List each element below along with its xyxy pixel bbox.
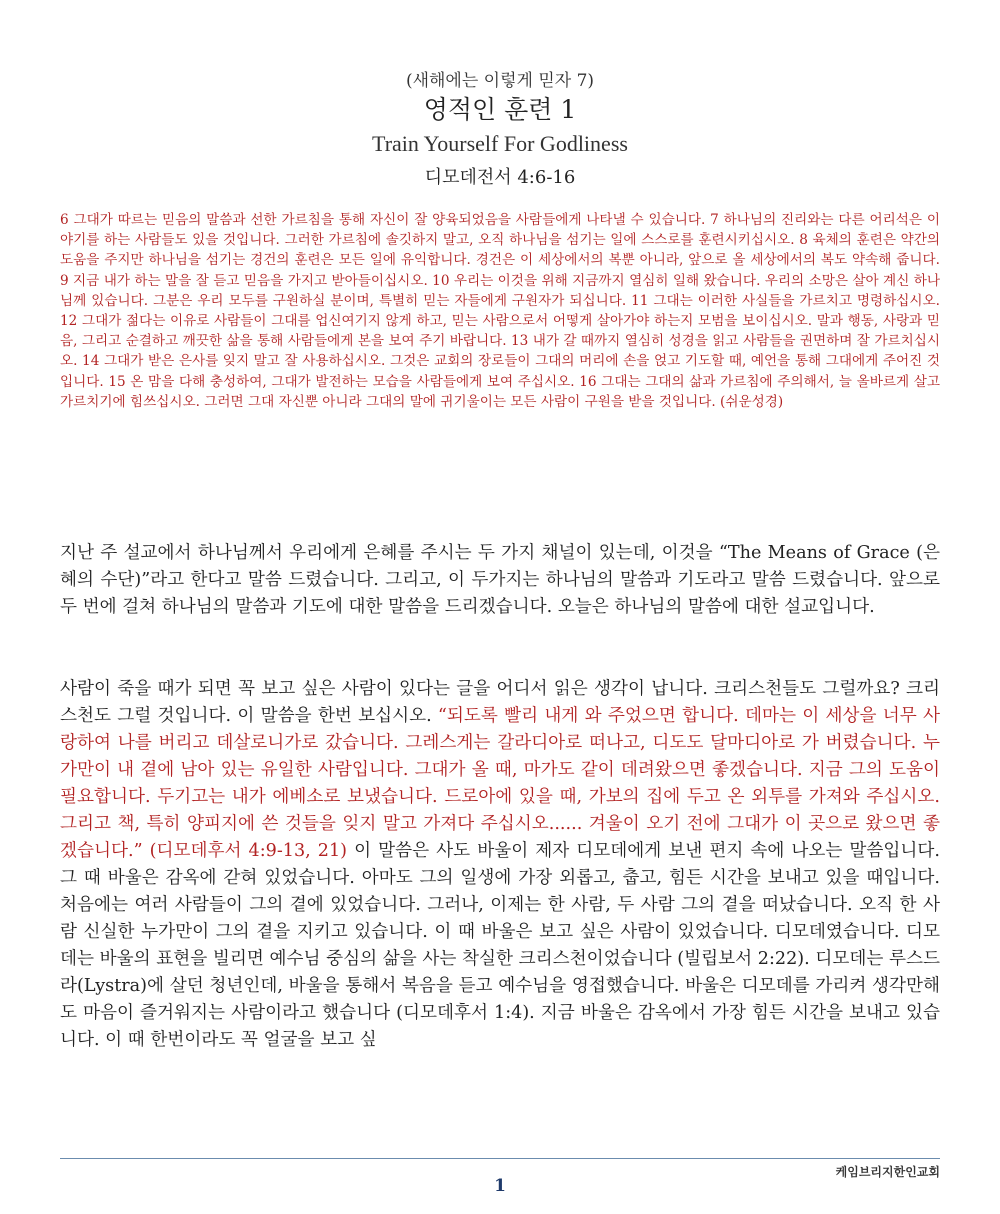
series-label: (새해에는 이렇게 믿자 7)	[405, 71, 595, 91]
paragraph-2-rest: 이 말씀은 사도 바울이 제자 디모데에게 보낸 편지 속에 나오는 말씀입니다. 그 때 바울은 감옥에 갇혀 있었습니다. 아마도 그의 일생에 가장 외롭고, 춥고, 힘든 시간을 보내고 있을 때입니다. 처음에는 여러 사람들이 그의 곁에 있었습니다. 그러나, 이제는 한 사람, 두 사람 그의 곁을 떠났습니다. 오직 한 사람 신실한 누가만이 그의 곁을 지키고 있습니다. 이 때 바울은 보고 싶은 사람이 있었습니다. 디모데였습니다. 디모데는 바울의 표현을 빌리면 예수님 중심의 삶을 사는 착실한 크리스천이었습니다 (빌립보서 2:22). 디모데는 루스드라(Lystra)에 살던 청년인데, 바울을 통해서 복음을 듣고 예수님을 영접했습니다. 바울은 디모데를 가리켜 생각만해도 마음이 즐거워지는 사람이라고 했습니다 (디모데후서 1:4). 지금 바울은 감옥에서 가장 힘든 시간을 보내고 있습니다. 이 때 한번이라도 꼭 얼굴을 보고 싶	[60, 841, 940, 1050]
church-name: 케임브리지한인교회	[835, 1165, 940, 1179]
scripture-reference: 디모데전서 4:6-16	[424, 167, 576, 188]
page-title: 영적인 훈련 1	[423, 95, 577, 124]
paragraph-2-intro: 사람이 죽을 때가 되면 꼭 보고 싶은 사람이 있다는 글을 어디서 읽은 생각이 납니다. 크리스천들도 그럴까요? 크리스천도 그럴 것입니다. 이 말씀을 한번 보십시오.	[60, 679, 940, 726]
footer-divider	[60, 1158, 940, 1159]
sermon-header	[0, 66, 1000, 191]
body-paragraph-1: 지난 주 설교에서 하나님께서 우리에게 은혜를 주시는 두 가지 채널이 있는데, 이것을 “The Means of Grace (은혜의 수단)”라고 한다고 말씀 드렸습니다. 그리고, 이 두가지는 하나님의 말씀과 기도라고 말씀 드렸습니다. 앞으로 두 번에 걸쳐 하나님의 말씀과 기도에 대한 말씀을 드리겠습니다. 오늘은 하나님의 말씀에 대한 설교입니다.	[60, 543, 940, 617]
english-subtitle: Train Yourself For Godliness	[372, 131, 628, 156]
page-number: 1	[494, 1176, 506, 1196]
body-paragraph-2	[60, 676, 940, 1054]
quoted-scripture: “되도록 빨리 내게 와 주었으면 합니다. 데마는 이 세상을 너무 사랑하여 나를 버리고 데살로니가로 갔습니다. 그레스게는 갈라디아로 떠나고, 디도도 달마디아로 가 버렸습니다. 누가만이 내 곁에 남아 있는 유일한 사람입니다. 그대가 올 때, 마가도 같이 데려왔으면 좋겠습니다. 지금 그의 도움이 필요합니다. 두기고는 내가 에베소로 보냈습니다. 드로아에 있을 때, 가보의 집에 두고 온 외투를 가져와 주십시오. 그리고 책, 특히 양피지에 쓴 것들을 잊지 말고 가져다 주십시오...... 겨울이 오기 전에 그대가 이 곳으로 왔으면 좋겠습니다.” (디모데후서 4:9-13, 21)	[60, 706, 940, 861]
scripture-passage: 6 그대가 따르는 믿음의 말씀과 선한 가르침을 통해 자신이 잘 양육되었음을 사람들에게 나타낼 수 있습니다. 7 하나님의 진리와는 다른 어리석은 이야기를 하는 사람들도 있을 것입니다. 그러한 가르침에 솔깃하지 말고, 오직 하나님을 섬기는 일에 스스로를 훈련시키십시오. 8 육체의 훈련은 약간의 도움을 주지만 하나님을 섬기는 경건의 훈련은 모든 일에 유익합니다. 경건은 이 세상에서의 복뿐 아니라, 앞으로 올 세상에서의 복도 약속해 줍니다. 9 지금 내가 하는 말을 잘 듣고 믿음을 가지고 받아들이십시오. 10 우리는 이것을 위해 지금까지 열심히 일해 왔습니다. 우리의 소망은 살아 계신 하나님께 있습니다. 그분은 우리 모두를 구원하실 분이며, 특별히 믿는 자들에게 구원자가 되십니다. 11 그대는 이러한 사실들을 가르치고 명령하십시오. 12 그대가 젊다는 이유로 사람들이 그대를 업신여기지 않게 하고, 믿는 사람으로서 어떻게 살아가야 하는지 모범을 보이십시오. 말과 행동, 사랑과 믿음, 그리고 순결하고 깨끗한 삶을 통해 사람들에게 본을 보여 주기 바랍니다. 13 내가 갈 때까지 열심히 성경을 읽고 사람들을 권면하며 잘 가르치십시오. 14 그대가 받은 은사를 잊지 말고 잘 사용하십시오. 그것은 교회의 장로들이 그대의 머리에 손을 얹고 기도할 때, 예언을 통해 그대에게 주어진 것입니다. 15 온 맘을 다해 충성하여, 그대가 발전하는 모습을 사람들에게 보여 주십시오. 16 그대는 그대의 삶과 가르침에 주의해서, 늘 올바르게 살고 가르치기에 힘쓰십시오. 그러면 그대 자신뿐 아니라 그대의 말에 귀기울이는 모든 사람이 구원을 받을 것입니다. (쉬운성경)	[60, 212, 940, 410]
